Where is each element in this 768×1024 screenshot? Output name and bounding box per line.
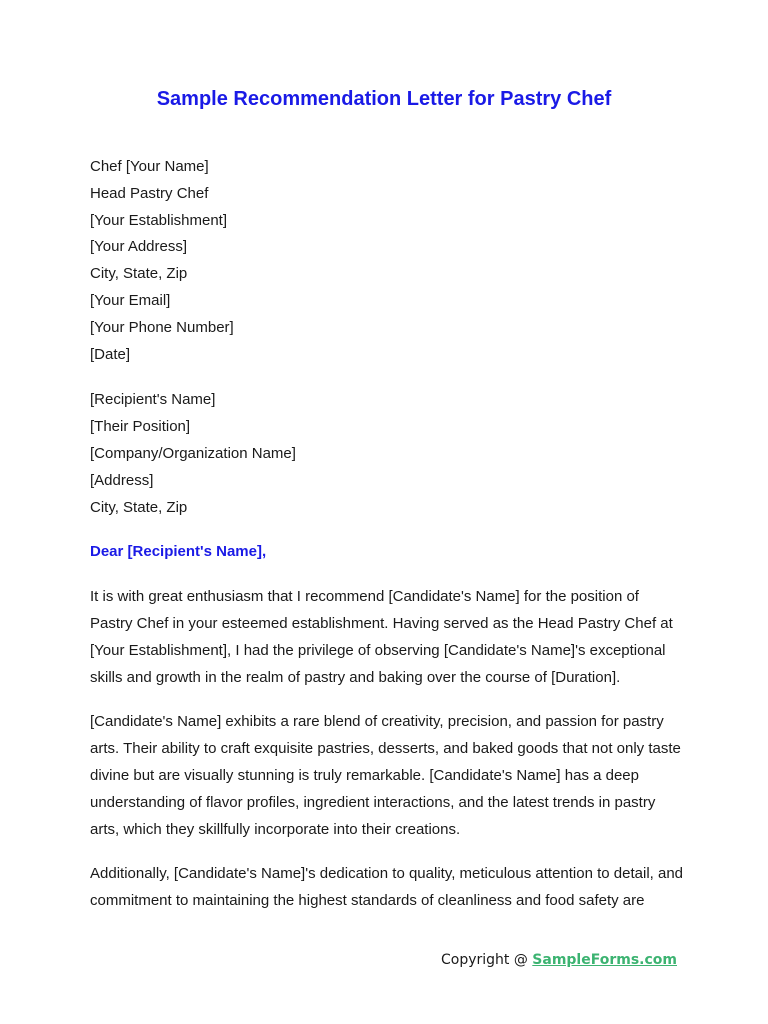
sender-line: [Your Phone Number] bbox=[90, 318, 234, 336]
recipient-line: [Recipient's Name] bbox=[90, 391, 216, 409]
sender-line: [Date] bbox=[90, 345, 131, 363]
copyright-text: Copyright @ bbox=[440, 952, 533, 968]
sender-line: [Your Establishment] bbox=[90, 211, 228, 229]
recipient-line: [Address] bbox=[90, 471, 154, 489]
recipient-line: City, State, Zip bbox=[90, 498, 188, 516]
recipient-address-block bbox=[90, 387, 690, 521]
copyright-footer bbox=[441, 952, 677, 968]
sender-line: [Your Address] bbox=[90, 238, 188, 256]
recipient-line: [Their Position] bbox=[90, 418, 191, 436]
sender-line: City, State, Zip bbox=[90, 265, 188, 283]
salutation: Dear [Recipient's Name], bbox=[90, 543, 267, 561]
recipient-line: [Company/Organization Name] bbox=[90, 444, 296, 462]
sender-line: [Your Email] bbox=[90, 291, 171, 309]
sampleforms-link[interactable]: SampleForms.com bbox=[532, 952, 677, 968]
sender-line: Head Pastry Chef bbox=[90, 184, 209, 202]
body-paragraph: It is with great enthusiasm that I recommend [Candidate's Name] for the position of Pastry Chef in your esteemed establishment. Having served as the Head Pastry Chef at [Your Establishment], I had the privilege of observing [Candidate's Name]'s exceptional skills and growth in the realm of pastry and baking over the course of [Duration]. bbox=[90, 588, 673, 686]
sender-address-block bbox=[90, 154, 690, 368]
document-title: Sample Recommendation Letter for Pastry Chef bbox=[156, 88, 612, 110]
body-paragraph: Additionally, [Candidate's Name]'s dedication to quality, meticulous attention to detail, and commitment to maintaining the highest standards of cleanliness and food safety are bbox=[90, 865, 684, 910]
letter-content bbox=[90, 154, 690, 933]
sender-line: Chef [Your Name] bbox=[90, 158, 209, 175]
body-paragraph: [Candidate's Name] exhibits a rare blend of creativity, precision, and passion for pastry arts. Their ability to craft exquisite pastries, desserts, and baked goods that not only taste divine but are visually stunning is truly remarkable. [Candidate's Name] has a deep understanding of flavor profiles, ingredient interactions, and the latest trends in pastry arts, which they skillfully incorporate into their creations. bbox=[90, 713, 681, 838]
